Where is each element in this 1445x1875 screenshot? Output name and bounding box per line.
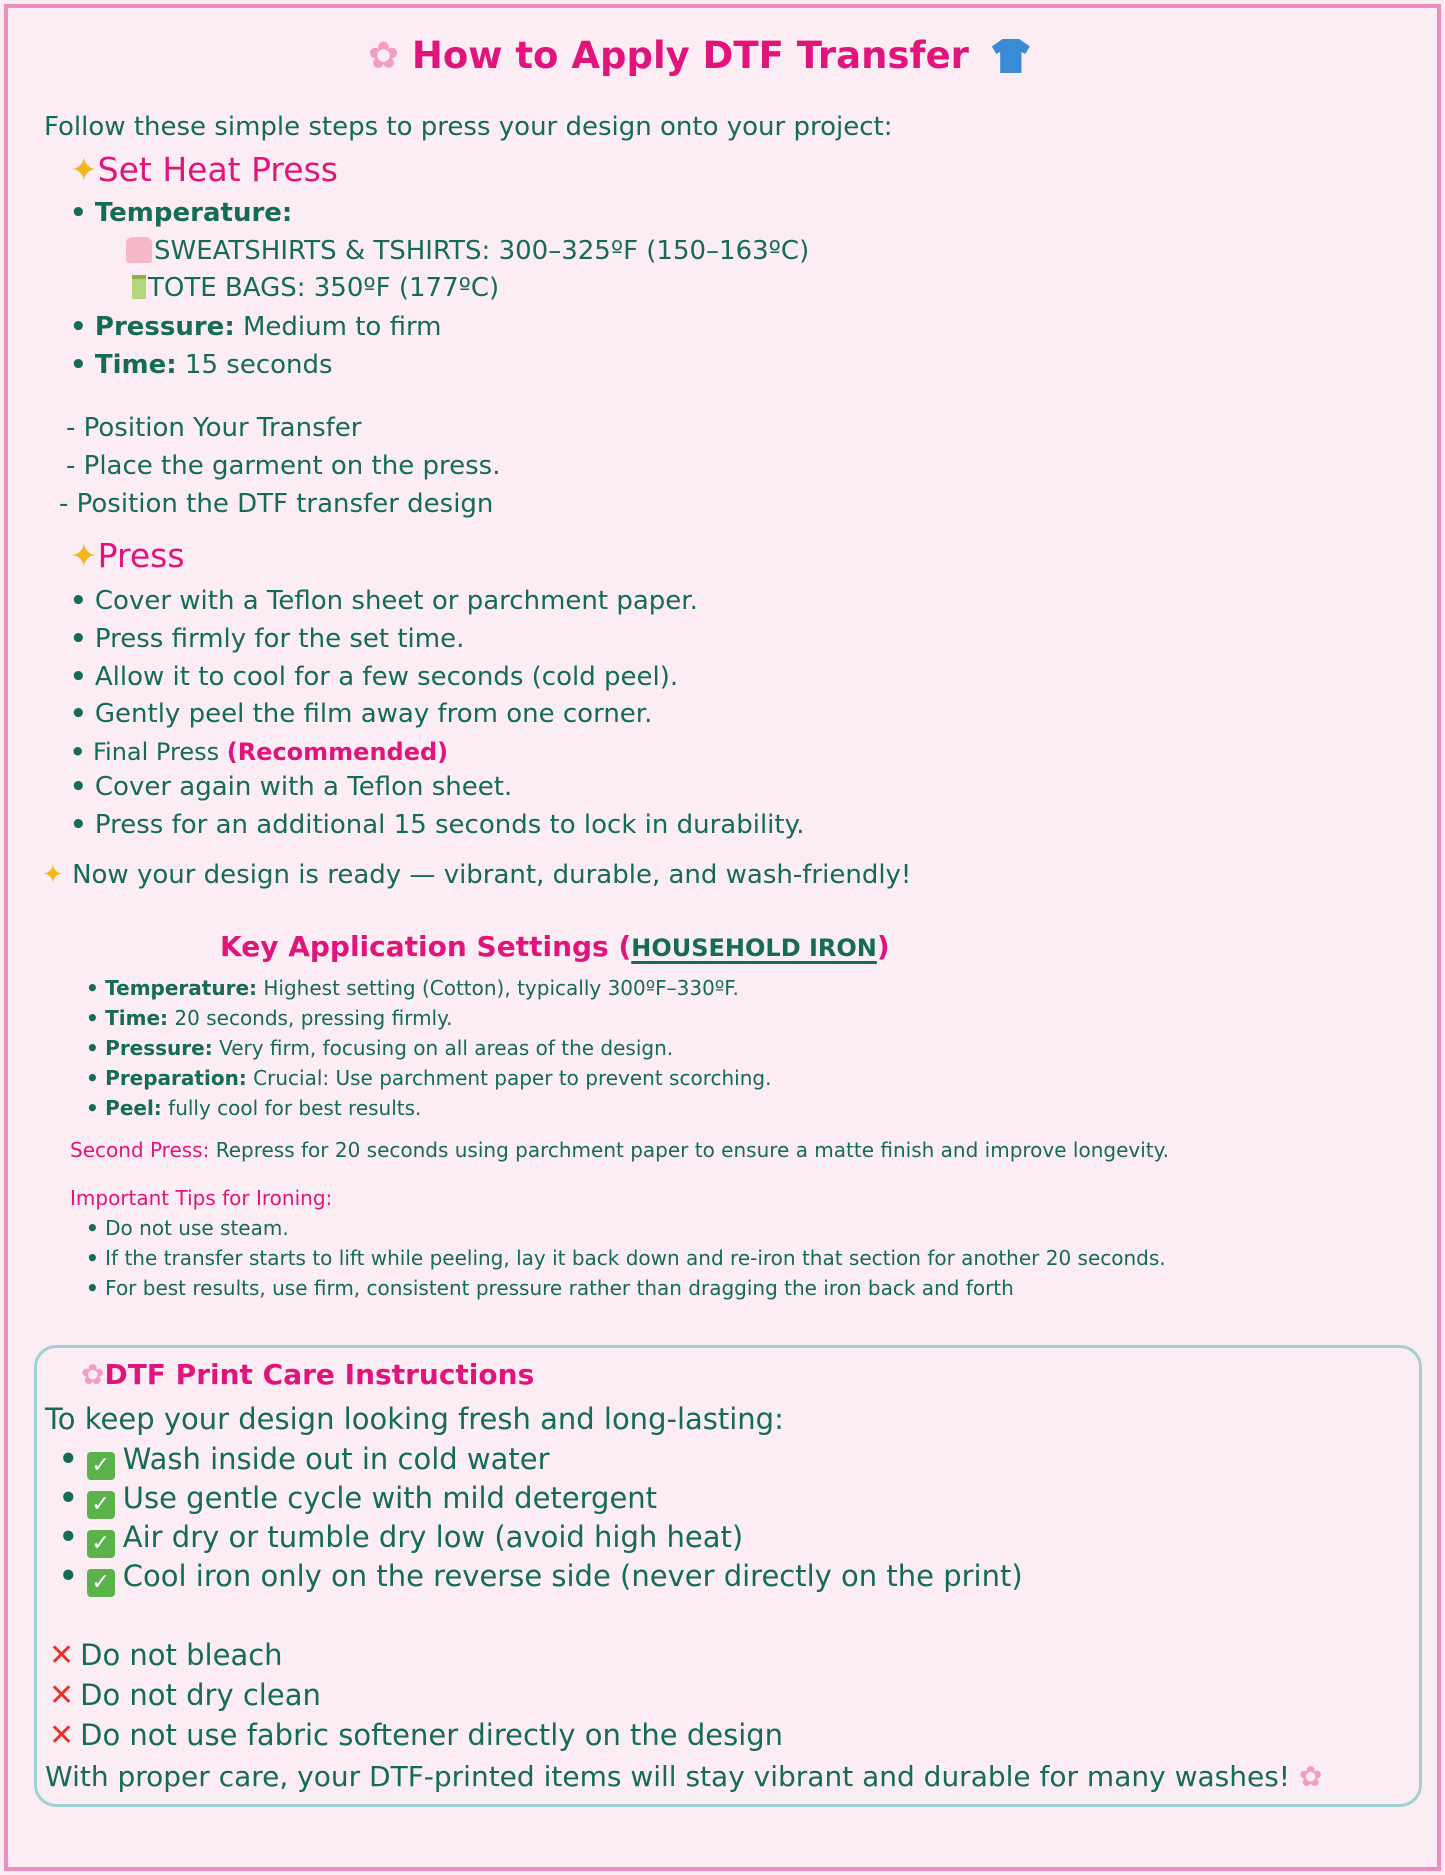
list-item: • Allow it to cool for a few seconds (cold peel). bbox=[70, 662, 679, 692]
press-step: Cover again with a Teflon sheet. bbox=[94, 772, 513, 802]
list-item: • Press for an additional 15 seconds to lock in durability. bbox=[70, 810, 805, 840]
list-item: • Pressure: Very firm, focusing on all areas of the design. bbox=[86, 1036, 674, 1060]
tip-text: Do not use steam. bbox=[105, 1216, 289, 1240]
care-instructions-box bbox=[34, 1345, 1422, 1807]
instruction-sheet bbox=[4, 4, 1441, 1871]
cherry-blossom-icon: ✿ bbox=[81, 1358, 105, 1391]
check-mark-icon: ✓ bbox=[87, 1530, 115, 1558]
list-item: • Temperature: Highest setting (Cotton), typically 300ºF–330ºF. bbox=[86, 976, 739, 1000]
list-item: • Gently peel the film away from one corner. bbox=[70, 699, 653, 729]
temp-tote bbox=[132, 273, 499, 303]
list-item: • Temperature: bbox=[70, 198, 293, 228]
care-closing-text: With proper care, your DTF-printed items will stay vibrant and durable for many washes! bbox=[45, 1760, 1291, 1793]
tip-text: If the transfer starts to lift while peeling, lay it back down and re-iron that section for another 20 seconds. bbox=[105, 1246, 1166, 1270]
care-closing bbox=[45, 1760, 1322, 1793]
list-item: • Preparation: Crucial: Use parchment paper to prevent scorching. bbox=[86, 1066, 772, 1090]
title-text: How to Apply DTF Transfer bbox=[411, 34, 969, 77]
pressure-label: Pressure: bbox=[94, 312, 235, 342]
iron-pressure-value: Very firm, focusing on all areas of the design. bbox=[212, 1036, 674, 1060]
list-item: • ✓ Use gentle cycle with mild detergent bbox=[59, 1481, 658, 1517]
list-item: • Time: 20 seconds, pressing firmly. bbox=[86, 1006, 453, 1030]
care-do-text: Air dry or tumble dry low (avoid high heat) bbox=[122, 1520, 744, 1554]
care-do-text: Wash inside out in cold water bbox=[122, 1442, 550, 1476]
press-step: Press for an additional 15 seconds to lock in durability. bbox=[94, 810, 805, 840]
list-item bbox=[49, 1678, 321, 1713]
iron-temperature-label: Temperature: bbox=[105, 976, 258, 1000]
care-do-text: Use gentle cycle with mild detergent bbox=[122, 1481, 658, 1515]
care-dont-text: Do not use fabric softener directly on the design bbox=[80, 1718, 784, 1752]
iron-heading-prefix: Key Application Settings ( bbox=[220, 930, 632, 963]
list-item: • Do not use steam. bbox=[86, 1216, 289, 1240]
iron-temperature-value: Highest setting (Cotton), typically 300ºF–330ºF. bbox=[257, 976, 739, 1000]
list-item: • For best results, use firm, consistent pressure rather than dragging the iron back and forth bbox=[86, 1276, 1014, 1300]
press-step: Gently peel the film away from one corner. bbox=[94, 699, 653, 729]
temp-sweatshirts-text: SWEATSHIRTS & TSHIRTS: 300–325ºF (150–163ºC) bbox=[154, 236, 810, 266]
tips-heading: Important Tips for Ironing: bbox=[70, 1186, 333, 1210]
sparkles-icon: ✦ bbox=[70, 536, 98, 575]
iron-time-label: Time: bbox=[105, 1006, 169, 1030]
care-intro: To keep your design looking fresh and long-lasting: bbox=[45, 1402, 784, 1436]
cherry-blossom-icon: ✿ bbox=[368, 34, 400, 77]
iron-pressure-label: Pressure: bbox=[105, 1036, 213, 1060]
iron-peel-value: fully cool for best results. bbox=[161, 1096, 422, 1120]
tshirt-icon bbox=[992, 39, 1030, 73]
list-item: • Time: 15 seconds bbox=[70, 350, 333, 380]
list-item: • Press firmly for the set time. bbox=[70, 624, 465, 654]
iron-time-value: 20 seconds, pressing firmly. bbox=[168, 1006, 453, 1030]
list-item: • Cover again with a Teflon sheet. bbox=[70, 772, 513, 802]
list-item: • ✓ Air dry or tumble dry low (avoid high heat) bbox=[59, 1520, 744, 1556]
care-heading-text: DTF Print Care Instructions bbox=[104, 1358, 535, 1391]
cross-mark-icon: ✕ bbox=[49, 1678, 75, 1713]
final-press-label: Final Press bbox=[92, 738, 227, 766]
position-line: - Position the DTF transfer design bbox=[59, 489, 494, 519]
list-item: • ✓ Wash inside out in cold water bbox=[59, 1442, 550, 1478]
sweatshirt-icon bbox=[126, 237, 152, 263]
list-item: • Final Press (Recommended) bbox=[70, 738, 449, 766]
list-item: • Peel: fully cool for best results. bbox=[86, 1096, 422, 1120]
list-item: • Pressure: Medium to firm bbox=[70, 312, 442, 342]
sparkles-icon: ✦ bbox=[42, 860, 64, 890]
position-line: - Position Your Transfer bbox=[66, 413, 362, 443]
final-press-note: (Recommended) bbox=[226, 738, 449, 766]
second-press-value: Repress for 20 seconds using parchment paper to ensure a matte finish and improve longevity. bbox=[209, 1138, 1169, 1162]
temp-tote-text: TOTE BAGS: 350ºF (177ºC) bbox=[148, 273, 500, 303]
care-dont-text: Do not dry clean bbox=[80, 1678, 321, 1712]
sparkles-icon: ✦ bbox=[70, 150, 98, 189]
heat-press-heading bbox=[70, 150, 338, 189]
check-mark-icon: ✓ bbox=[87, 1491, 115, 1519]
iron-preparation-value: Crucial: Use parchment paper to prevent scorching. bbox=[246, 1066, 772, 1090]
time-value: 15 seconds bbox=[176, 350, 333, 380]
cross-mark-icon: ✕ bbox=[49, 1718, 75, 1753]
list-item: • ✓ Cool iron only on the reverse side (never directly on the print) bbox=[59, 1559, 1023, 1595]
page-title bbox=[368, 34, 1030, 77]
temp-sweatshirts bbox=[126, 236, 809, 266]
care-dont-text: Do not bleach bbox=[80, 1638, 283, 1672]
check-mark-icon: ✓ bbox=[87, 1569, 115, 1597]
iron-heading bbox=[220, 930, 890, 963]
iron-heading-iron: HOUSEHOLD IRON bbox=[631, 934, 877, 962]
list-item: • If the transfer starts to lift while peeling, lay it back down and re-iron that section for another 20 seconds. bbox=[86, 1246, 1166, 1270]
cross-mark-icon: ✕ bbox=[49, 1638, 75, 1673]
press-heading-text: Press bbox=[97, 536, 185, 575]
heat-press-heading-text: Set Heat Press bbox=[97, 150, 338, 189]
care-do-text: Cool iron only on the reverse side (never directly on the print) bbox=[122, 1559, 1023, 1593]
temperature-label: Temperature: bbox=[94, 198, 293, 228]
second-press bbox=[70, 1138, 1169, 1162]
care-heading bbox=[81, 1358, 534, 1391]
list-item bbox=[49, 1638, 283, 1673]
check-mark-icon: ✓ bbox=[87, 1452, 115, 1480]
press-step: Allow it to cool for a few seconds (cold peel). bbox=[94, 662, 679, 692]
tip-text: For best results, use firm, consistent pressure rather than dragging the iron back and forth bbox=[105, 1276, 1014, 1300]
press-step: Cover with a Teflon sheet or parchment paper. bbox=[94, 586, 698, 616]
press-heading bbox=[70, 536, 185, 575]
cherry-blossom-icon: ✿ bbox=[1298, 1760, 1323, 1793]
ready-line bbox=[42, 860, 911, 890]
ready-text: Now your design is ready — vibrant, durable, and wash-friendly! bbox=[72, 860, 912, 890]
iron-peel-label: Peel: bbox=[105, 1096, 162, 1120]
tote-bag-icon bbox=[132, 275, 146, 299]
press-step: Press firmly for the set time. bbox=[94, 624, 465, 654]
position-line: - Place the garment on the press. bbox=[66, 451, 501, 481]
pressure-value: Medium to firm bbox=[234, 312, 442, 342]
list-item bbox=[49, 1718, 783, 1753]
second-press-label: Second Press: bbox=[70, 1138, 210, 1162]
intro-text: Follow these simple steps to press your design onto your project: bbox=[44, 112, 893, 142]
list-item: • Cover with a Teflon sheet or parchment paper. bbox=[70, 586, 698, 616]
iron-preparation-label: Preparation: bbox=[105, 1066, 247, 1090]
iron-heading-suffix: ) bbox=[876, 930, 890, 963]
time-label: Time: bbox=[94, 350, 177, 380]
